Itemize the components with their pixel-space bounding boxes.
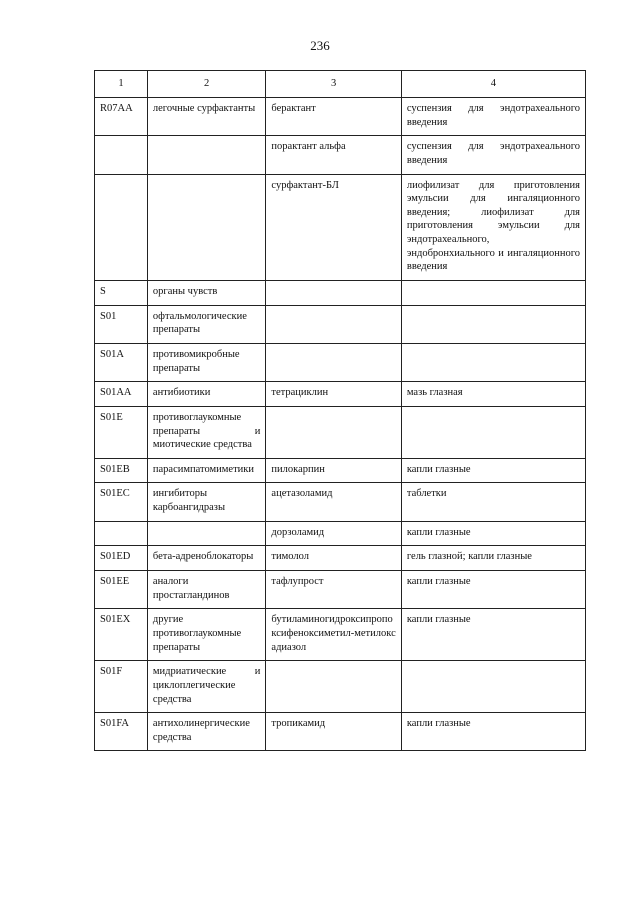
table-row <box>95 98 586 136</box>
group-cell <box>147 136 266 174</box>
drug-cell: порактант альфа <box>266 136 401 174</box>
atc-code-cell: S01FA <box>95 713 148 751</box>
atc-code-cell: R07AA <box>95 98 148 136</box>
table-row <box>95 174 586 280</box>
group-cell: органы чувств <box>147 281 266 306</box>
table-row <box>95 483 586 521</box>
header-cell-3: 3 <box>266 71 401 98</box>
atc-code-cell: S01EX <box>95 609 148 661</box>
atc-code-cell: S01E <box>95 406 148 458</box>
dosage-form-cell: суспензия для эндотрахеального введения <box>401 136 585 174</box>
group-cell <box>147 521 266 546</box>
dosage-form-cell: лиофилизат для приготовления эмульсии для ингаляционного введения; лиофилизат для приготовления эмульсии для эндотрахеального, эндобронхиального и ингаляционного введения <box>401 174 585 280</box>
atc-code-cell: S01EE <box>95 571 148 609</box>
atc-code-cell <box>95 136 148 174</box>
header-cell-2: 2 <box>147 71 266 98</box>
group-cell: другие противоглаукомные препараты <box>147 609 266 661</box>
atc-code-cell: S <box>95 281 148 306</box>
table-row <box>95 521 586 546</box>
table-row <box>95 406 586 458</box>
table-row <box>95 281 586 306</box>
page-number: 236 <box>310 38 330 53</box>
atc-code-cell: S01 <box>95 305 148 343</box>
dosage-form-cell: мазь глазная <box>401 382 585 407</box>
dosage-form-cell <box>401 305 585 343</box>
dosage-form-cell: капли глазные <box>401 458 585 483</box>
drug-cell: сурфактант-БЛ <box>266 174 401 280</box>
dosage-form-cell: таблетки <box>401 483 585 521</box>
table-row <box>95 609 586 661</box>
atc-code-cell <box>95 521 148 546</box>
dosage-form-cell: гель глазной; капли глазные <box>401 546 585 571</box>
dosage-form-cell: суспензия для эндотрахеального введения <box>401 98 585 136</box>
drug-cell: тафлупрост <box>266 571 401 609</box>
drug-cell: тропикамид <box>266 713 401 751</box>
group-cell: аналоги простагландинов <box>147 571 266 609</box>
atc-code-cell: S01F <box>95 661 148 713</box>
drug-cell <box>266 281 401 306</box>
dosage-form-cell <box>401 343 585 381</box>
atc-code-cell <box>95 174 148 280</box>
dosage-form-cell <box>401 281 585 306</box>
table-header-row <box>95 71 586 98</box>
atc-code-cell: S01EB <box>95 458 148 483</box>
table-row <box>95 305 586 343</box>
drug-cell <box>266 343 401 381</box>
group-cell: ингибиторы карбоангидразы <box>147 483 266 521</box>
drug-cell: тетрациклин <box>266 382 401 407</box>
drug-cell <box>266 661 401 713</box>
atc-code-cell: S01EC <box>95 483 148 521</box>
drug-cell: бутиламиногидроксипропоксифеноксиметил-метилоксадиазол <box>266 609 401 661</box>
drug-cell: тимолол <box>266 546 401 571</box>
group-cell: противомикробные препараты <box>147 343 266 381</box>
drug-cell: пилокарпин <box>266 458 401 483</box>
group-cell: мидриатические и циклоплегические средства <box>147 661 266 713</box>
table-row <box>95 713 586 751</box>
dosage-form-cell: капли глазные <box>401 571 585 609</box>
group-cell: бета-адреноблокаторы <box>147 546 266 571</box>
group-cell: антибиотики <box>147 382 266 407</box>
atc-code-cell: S01A <box>95 343 148 381</box>
header-cell-4: 4 <box>401 71 585 98</box>
dosage-form-cell: капли глазные <box>401 713 585 751</box>
group-cell: офтальмологические препараты <box>147 305 266 343</box>
header-cell-1: 1 <box>95 71 148 98</box>
group-cell: парасимпатомиметики <box>147 458 266 483</box>
drug-cell: ацетазоламид <box>266 483 401 521</box>
table-row <box>95 458 586 483</box>
group-cell: легочные сурфактанты <box>147 98 266 136</box>
table-row <box>95 136 586 174</box>
drug-cell: берактант <box>266 98 401 136</box>
table-row <box>95 343 586 381</box>
drug-cell: дорзоламид <box>266 521 401 546</box>
group-cell: антихолинергические средства <box>147 713 266 751</box>
atc-code-cell: S01AA <box>95 382 148 407</box>
table-row <box>95 661 586 713</box>
dosage-form-cell <box>401 406 585 458</box>
drug-cell <box>266 406 401 458</box>
dosage-form-cell: капли глазные <box>401 521 585 546</box>
atc-code-cell: S01ED <box>95 546 148 571</box>
table-row <box>95 382 586 407</box>
table-row <box>95 546 586 571</box>
drug-cell <box>266 305 401 343</box>
dosage-form-cell <box>401 661 585 713</box>
dosage-form-cell: капли глазные <box>401 609 585 661</box>
drug-table <box>94 70 586 751</box>
group-cell: противоглаукомные препараты и миотические средства <box>147 406 266 458</box>
table-row <box>95 571 586 609</box>
group-cell <box>147 174 266 280</box>
